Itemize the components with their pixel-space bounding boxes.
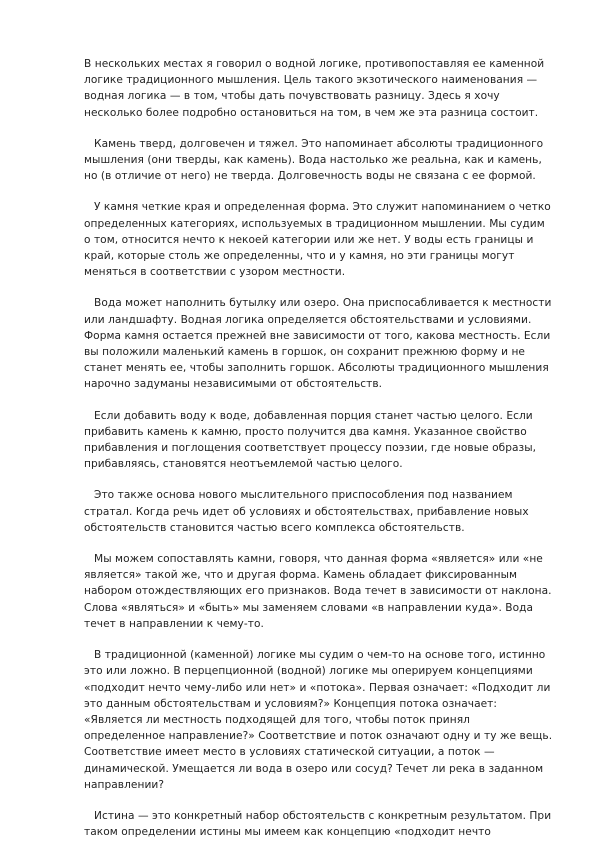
paragraph-2: Камень тверд, долговечен и тяжел. Это напоминает абсолюты традиционного мышления (они тверды, как камень). Вода настолько же реальна, как и камень, но (в отличие от него) не тверда. Долговечность воды не связана с ее формой. bbox=[84, 137, 544, 183]
paragraph-4: Вода может наполнить бутылку или озеро. Она приспосабливается к местности или ландшафту. Водная логика определяется обстоятельствами и условиями. Форма камня остается прежней вне зависимости от того, какова местность. Если вы положили маленький камень в горшок, он сохранит прежнюю форму и не станет менять ее, чтобы заполнить горшок. Абсолюты традиционного мышления нарочно задуманы независимыми от обстоятельств. bbox=[84, 297, 552, 391]
paragraph-9: Истина — это конкретный набор обстоятельств с конкретным результатом. При таком определении истины мы имеем как концепцию «подходит нечто bbox=[84, 809, 552, 839]
paragraph-1: В нескольких местах я говорил о водной логике, противопоставляя ее каменной логике традиционного мышления. Цель такого экзотического наименования — водная логика — в том, чтобы дать почувствовать разницу. Здесь я хочу несколько более подробно остановиться на том, в чем же эта разница состоит. bbox=[84, 58, 545, 119]
paragraph-3: У камня четкие края и определенная форма. Это служит напоминанием о четко определенных категориях, используемых в традиционном мышлении. Мы судим о том, относится нечто к некоей категории или же нет. У воды есть границы и край, которые столь же определенны, что и у камня, но эти границы могут меняться в соответствии с узором местности. bbox=[84, 201, 551, 279]
paragraph-6: Это также основа нового мыслительного приспособления под названием стратал. Когда речь идет об условиях и обстоятельствах, прибавление новых обстоятельств становится частью всего комплекса обстоятельств. bbox=[84, 489, 529, 534]
paragraph-5: Если добавить воду к воде, добавленная порция станет частью целого. Если прибавить камень к камню, просто получится два камня. Указанное свойство прибавления и поглощения соответствует процессу поэзии, где новые образы, прибавляясь, становятся неотъемлемой частью целого. bbox=[84, 409, 537, 471]
document-body bbox=[84, 56, 554, 842]
paragraph-7: Мы можем сопоставлять камни, говоря, что данная форма «является» или «не является» такой же, что и другая форма. Камень обладает фиксированным набором отождествляющих его признаков. Вода течет в зависимости от наклона. Слова «являться» и «быть» мы заменяем словами «в направлении куда». Вода течет в направлении к чему-то. bbox=[84, 553, 552, 630]
paragraph-8: В традиционной (каменной) логике мы судим о чем-то на основе того, истинно это или ложно. В перцепционной (водной) логике мы оперируем концепциями «подходит нечто чему-либо или нет» и «потока». Первая означает: «Подходит ли это данным обстоятельствам и условиям?» Концепция потока означает: «Является ли местность подходящей для того, чтобы поток принял определенное направление?» Соответствие и поток означают одну и ту же вещь. Соответствие имеет место в условиях статической ситуации, а поток — динамической. Умещается ли вода в озеро или сосуд? Течет ли река в заданном направлении? bbox=[84, 649, 553, 791]
